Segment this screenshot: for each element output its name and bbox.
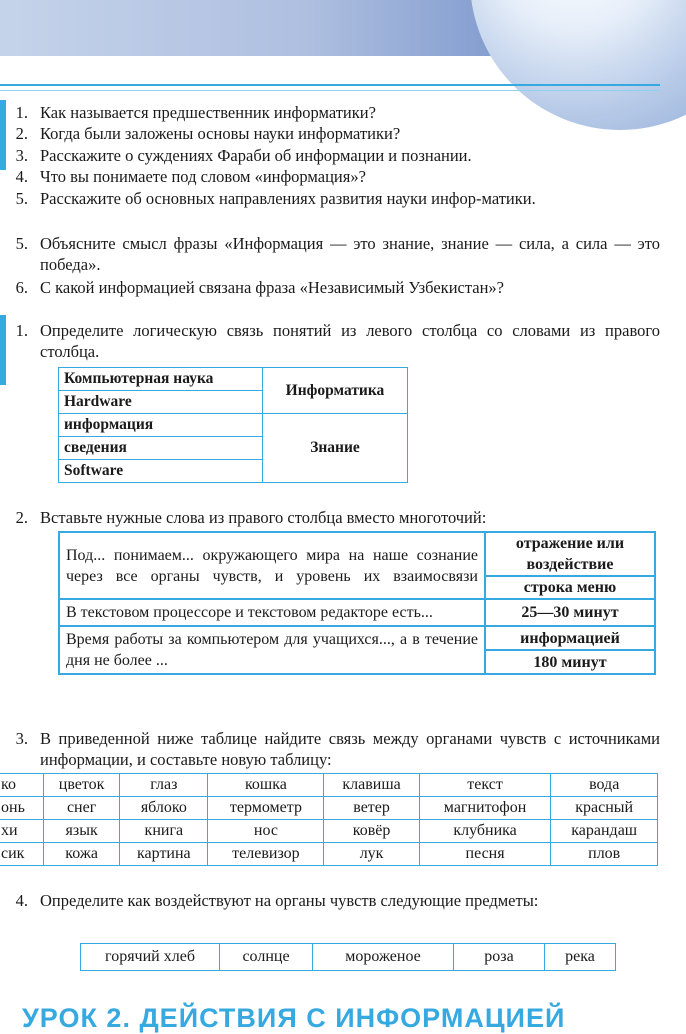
- table-cell: сведения: [59, 437, 263, 460]
- table-cell: 25—30 минут: [485, 599, 655, 626]
- table-cell: клубника: [419, 820, 551, 843]
- table-cell: 180 минут: [485, 650, 655, 674]
- table-row: [0, 843, 658, 866]
- task-3: [6, 728, 660, 770]
- table-cell: картина: [120, 843, 208, 866]
- table-cell: язык: [44, 820, 120, 843]
- table-cell: книга: [120, 820, 208, 843]
- objects-table: [80, 943, 616, 971]
- table-cell: яблоко: [120, 797, 208, 820]
- task-number: 4.: [15, 891, 28, 910]
- question-number: 6.: [15, 278, 28, 297]
- task-number: 1.: [15, 321, 28, 340]
- table-cell: мороженое: [313, 944, 454, 971]
- header-rule: [0, 84, 660, 86]
- table-cell: ветер: [324, 797, 419, 820]
- table-cell: Hardware: [59, 391, 263, 414]
- task-text: Вставьте нужные слова из правого столбца вместо многоточий:: [40, 508, 487, 527]
- question-item: [6, 123, 660, 144]
- table-cell: нос: [208, 820, 324, 843]
- question-item: [6, 145, 660, 166]
- question-number: 5.: [15, 189, 28, 208]
- table-cell: сик: [0, 843, 44, 866]
- question-text: Как называется предшественник информатики?: [40, 103, 376, 122]
- table-cell: кошка: [208, 774, 324, 797]
- table-cell: плов: [551, 843, 658, 866]
- table-cell: Знание: [263, 414, 408, 483]
- fill-in-table: [58, 531, 656, 675]
- table-cell: кожа: [44, 843, 120, 866]
- table-cell: вода: [551, 774, 658, 797]
- question-number: 4.: [15, 167, 28, 186]
- table-cell: Время работы за компьютером для учащихся..., а в течение дня не более ...: [59, 626, 485, 674]
- task-1: [6, 320, 660, 362]
- senses-table: [0, 773, 658, 866]
- question-item: [6, 188, 660, 230]
- task-text: В приведенной ниже таблице найдите связь между органами чувств с источниками информации, и составьте новую таблицу:: [40, 729, 660, 769]
- table-cell: отражение или воздействие: [485, 532, 655, 576]
- table-cell: песня: [419, 843, 551, 866]
- table-cell: Информатика: [263, 368, 408, 414]
- table-cell: красный: [551, 797, 658, 820]
- table-row: [0, 820, 658, 843]
- question-text: Расскажите о суждениях Фараби об информации и познании.: [40, 146, 472, 165]
- question-text: Объясните смысл фразы «Информация — это знание, знание — сила, а сила — это победа».: [40, 234, 660, 274]
- table-cell: карандаш: [551, 820, 658, 843]
- table-cell: строка меню: [485, 576, 655, 599]
- question-text: Что вы понимаете под словом «информация»?: [40, 167, 366, 186]
- task-4: [6, 890, 660, 932]
- table-cell: клавиша: [324, 774, 419, 797]
- table-cell: горячий хлеб: [81, 944, 220, 971]
- lesson-heading: УРОК 2. ДЕЙСТВИЯ С ИНФОРМАЦИЕЙ: [22, 1003, 566, 1033]
- table-cell: магнитофон: [419, 797, 551, 820]
- question-item: [6, 233, 660, 275]
- question-number: 5.: [15, 234, 28, 253]
- table-cell: цветок: [44, 774, 120, 797]
- question-item: [6, 102, 660, 123]
- table-cell: ковёр: [324, 820, 419, 843]
- question-number: 2.: [15, 124, 28, 143]
- table-cell: река: [545, 944, 616, 971]
- table-cell: термометр: [208, 797, 324, 820]
- question-text: Расскажите об основных направлениях развития науки инфор-матики.: [40, 189, 536, 208]
- table-cell: информацией: [485, 626, 655, 650]
- table-cell: снег: [44, 797, 120, 820]
- question-number: 1.: [15, 103, 28, 122]
- question-text: Когда были заложены основы науки информатики?: [40, 124, 401, 143]
- table-cell: онь: [0, 797, 44, 820]
- question-item: [6, 277, 660, 298]
- question-number: 3.: [15, 146, 28, 165]
- table-cell: хи: [0, 820, 44, 843]
- task-number: 2.: [15, 508, 28, 527]
- table-cell: информация: [59, 414, 263, 437]
- table-row: [81, 944, 616, 971]
- table-cell: Под... понимаем... окружающего мира на наше сознание через все органы чувств, и уровень их взаимосвязи: [59, 532, 485, 599]
- table-cell: лук: [324, 843, 419, 866]
- task-text: Определите как воздействуют на органы чувств следующие предметы:: [40, 891, 539, 910]
- header-rule-thin: [0, 90, 660, 91]
- table-row: [0, 797, 658, 820]
- task-2: [6, 507, 660, 528]
- question-item: [6, 166, 660, 187]
- question-text: С какой информацией связана фраза «Независимый Узбекистан»?: [40, 278, 504, 297]
- task-text: Определите логическую связь понятий из левого столбца со словами из правого столбца.: [40, 321, 660, 361]
- table-cell: глаз: [120, 774, 208, 797]
- concepts-table: [58, 367, 408, 483]
- table-cell: Software: [59, 460, 263, 483]
- table-cell: ко: [0, 774, 44, 797]
- task-number: 3.: [15, 729, 28, 748]
- table-cell: Компьютерная наука: [59, 368, 263, 391]
- table-cell: роза: [454, 944, 545, 971]
- table-cell: телевизор: [208, 843, 324, 866]
- table-cell: В текстовом процессоре и текстовом редакторе есть...: [59, 599, 485, 626]
- table-row: [0, 774, 658, 797]
- table-cell: текст: [419, 774, 551, 797]
- table-cell: солнце: [220, 944, 313, 971]
